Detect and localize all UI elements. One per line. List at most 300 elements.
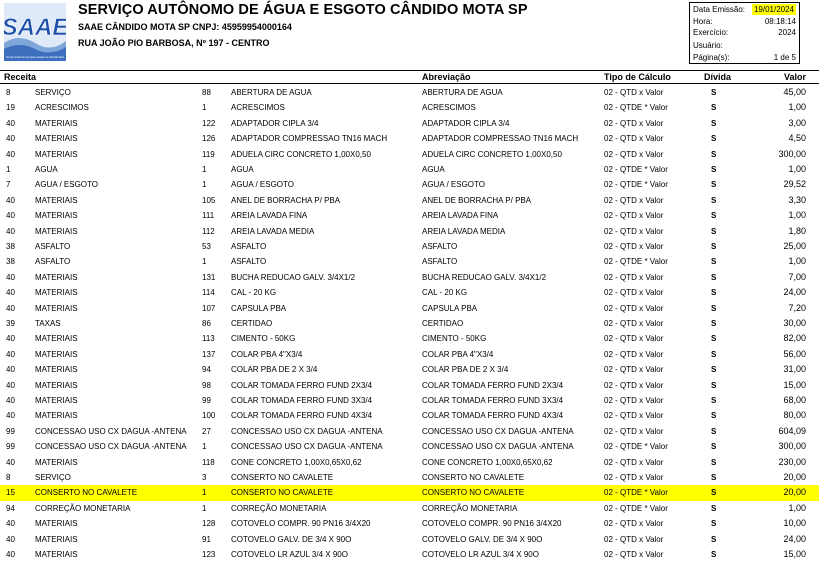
- cell-abr: CONE CONCRETO 1,00X0,65X0,62: [422, 457, 553, 467]
- cell-desc: COTOVELO GALV. DE 3/4 X 90O: [231, 534, 352, 544]
- info-year-row: [690, 27, 799, 38]
- cell-grp: AGUA: [35, 165, 58, 174]
- table-row[interactable]: [0, 316, 819, 331]
- report-info-box: [689, 2, 800, 64]
- cell-abr: AGUA / ESGOTO: [422, 180, 485, 190]
- cell-val: 15,00: [783, 379, 806, 390]
- cell-div: S: [711, 211, 717, 221]
- cell-abr: COLAR PBA DE 2 X 3/4: [422, 365, 509, 375]
- cell-val: 300,00: [778, 441, 806, 452]
- col-divida: Dívida: [704, 72, 732, 82]
- cell-abr: CAL - 20 KG: [422, 288, 468, 298]
- cell-tipo: 02 - QTD x Valor: [604, 319, 664, 328]
- cell-div: S: [711, 134, 717, 144]
- table-row[interactable]: [0, 131, 819, 146]
- cell-tipo: 02 - QTD x Valor: [604, 88, 664, 97]
- cell-grp: MATERIAIS: [35, 519, 78, 529]
- cell-tipo: 02 - QTD x Valor: [604, 396, 664, 405]
- cell-grp: MATERIAIS: [35, 288, 78, 298]
- cell-cod: 111: [202, 211, 215, 221]
- col-abreviacao: Abreviação: [422, 72, 471, 82]
- cell-val: 3,00: [788, 117, 806, 128]
- cell-abr: AREIA LAVADA FINA: [422, 211, 499, 221]
- cell-tipo: 02 - QTD x Valor: [604, 226, 664, 236]
- cell-cod: 100: [202, 411, 216, 421]
- cell-desc: ADUELA CIRC CONCRETO 1,00X0,50: [231, 149, 371, 159]
- table-row[interactable]: [0, 254, 819, 269]
- page-value: 1 de 5: [773, 53, 796, 62]
- cell-rec: 7: [6, 180, 11, 190]
- cell-div: S: [711, 242, 717, 251]
- cell-tipo: 02 - QTD x Valor: [604, 380, 664, 390]
- cell-rec: 38: [6, 242, 15, 251]
- cell-grp: MATERIAIS: [35, 349, 78, 359]
- cell-val: 31,00: [783, 364, 806, 375]
- cell-grp: SERVIÇO: [35, 473, 71, 482]
- cell-div: S: [711, 519, 717, 529]
- cell-cod: 131: [202, 272, 216, 282]
- cell-abr: CONCESSAO USO CX DAGUA -ANTENA: [422, 442, 574, 452]
- cell-div: S: [711, 426, 717, 436]
- cell-rec: 40: [6, 550, 15, 559]
- cell-rec: 39: [6, 319, 15, 328]
- cell-cod: 119: [202, 149, 215, 159]
- table-row[interactable]: [0, 208, 819, 223]
- cell-grp: MATERIAIS: [35, 457, 78, 467]
- table-row[interactable]: [0, 516, 819, 531]
- cell-desc: AREIA LAVADA FINA: [231, 211, 308, 221]
- table-row[interactable]: [0, 301, 819, 316]
- org-title: SERVIÇO AUTÔNOMO DE ÁGUA E ESGOTO CÂNDIDO MOTA SP: [78, 2, 528, 18]
- cell-grp: MATERIAIS: [35, 195, 78, 205]
- cell-val: 68,00: [783, 395, 806, 405]
- cell-tipo: 02 - QTD x Valor: [604, 550, 664, 559]
- org-cnpj: SAAE CÂNDIDO MOTA SP CNPJ: 45959954000164: [78, 22, 292, 32]
- user-label: Usuário:: [693, 41, 723, 50]
- table-row[interactable]: [0, 331, 819, 346]
- cell-grp: MATERIAIS: [35, 534, 78, 544]
- cell-desc: CORREÇÃO MONETARIA: [231, 503, 327, 513]
- cell-val: 15,00: [783, 549, 806, 559]
- cell-abr: COLAR PBA 4"X3/4: [422, 349, 494, 359]
- time-label: Hora:: [693, 16, 713, 26]
- cell-cod: 3: [202, 473, 207, 482]
- cell-div: S: [711, 396, 717, 405]
- cell-div: S: [711, 488, 717, 498]
- cell-div: S: [711, 195, 717, 205]
- cell-desc: CIMENTO - 50KG: [231, 334, 296, 344]
- cell-val: 1,00: [788, 210, 806, 221]
- cell-rec: 40: [6, 380, 15, 390]
- cell-desc: ACRESCIMOS: [231, 103, 285, 113]
- cell-grp: TAXAS: [35, 319, 61, 328]
- cell-cod: 1: [202, 165, 207, 174]
- cell-val: 1,80: [788, 225, 806, 236]
- cell-div: S: [711, 380, 717, 390]
- cell-rec: 40: [6, 195, 15, 205]
- cell-tipo: 02 - QTD x Valor: [604, 118, 664, 128]
- cell-desc: ABERTURA DE AGUA: [231, 88, 312, 97]
- cell-div: S: [711, 288, 717, 298]
- cell-cod: 1: [202, 503, 207, 513]
- cell-val: 1,00: [788, 502, 806, 513]
- cell-cod: 99: [202, 396, 211, 405]
- cell-cod: 1: [202, 488, 207, 498]
- cell-grp: MATERIAIS: [35, 365, 78, 375]
- cell-abr: ASFALTO: [422, 257, 458, 267]
- cell-val: 82,00: [783, 333, 806, 344]
- table-row[interactable]: [0, 393, 819, 408]
- cell-div: S: [711, 411, 717, 421]
- table-row[interactable]: [0, 239, 819, 254]
- cell-div: S: [711, 365, 717, 375]
- cell-val: 24,00: [783, 533, 806, 544]
- cell-tipo: 02 - QTD x Valor: [604, 149, 664, 159]
- cell-cod: 118: [202, 457, 215, 467]
- cell-cod: 137: [202, 349, 216, 359]
- cell-desc: CONCESSAO USO CX DAGUA -ANTENA: [231, 442, 383, 452]
- cell-desc: CAPSULA PBA: [231, 303, 287, 313]
- cell-tipo: 02 - QTD x Valor: [604, 242, 664, 251]
- cell-div: S: [711, 149, 717, 159]
- cell-desc: COTOVELO LR AZUL 3/4 X 90O: [231, 550, 348, 559]
- table-row[interactable]: [0, 455, 819, 470]
- cell-div: S: [711, 534, 717, 544]
- cell-grp: MATERIAIS: [35, 211, 78, 221]
- cell-desc: ASFALTO: [231, 242, 267, 251]
- cell-cod: 122: [202, 118, 216, 128]
- table-row[interactable]: [0, 378, 819, 393]
- emission-label: Data Emissão:: [693, 5, 746, 14]
- cell-desc: CAL - 20 KG: [231, 288, 277, 298]
- cell-tipo: 02 - QTDE * Valor: [604, 442, 668, 452]
- cell-val: 230,00: [778, 456, 806, 467]
- cell-rec: 99: [6, 442, 15, 452]
- cell-rec: 40: [6, 519, 15, 529]
- cell-grp: MATERIAIS: [35, 149, 78, 159]
- cell-val: 300,00: [778, 148, 806, 159]
- cell-div: S: [711, 226, 717, 236]
- cell-desc: AGUA / ESGOTO: [231, 180, 294, 190]
- cell-abr: ADUELA CIRC CONCRETO 1,00X0,50: [422, 149, 562, 159]
- cell-tipo: 02 - QTD x Valor: [604, 272, 664, 282]
- cell-grp: CONCESSAO USO CX DAGUA -ANTENA: [35, 426, 187, 436]
- cell-abr: CIMENTO - 50KG: [422, 334, 487, 344]
- cell-tipo: 02 - QTD x Valor: [604, 426, 664, 436]
- cell-div: S: [711, 349, 717, 359]
- logo-caption: Serviço Autônomo de Água e Esgoto de Cândido Mota: [6, 56, 64, 59]
- cell-desc: CONE CONCRETO 1,00X0,65X0,62: [231, 457, 362, 467]
- cell-div: S: [711, 334, 717, 344]
- cell-val: 1,00: [788, 256, 806, 267]
- cell-desc: COLAR PBA 4"X3/4: [231, 349, 303, 359]
- cell-abr: CAPSULA PBA: [422, 303, 478, 313]
- cell-abr: ADAPTADOR COMPRESSAO TN16 MACH: [422, 134, 579, 144]
- cell-div: S: [711, 165, 717, 174]
- cell-cod: 113: [202, 334, 215, 344]
- cell-tipo: 02 - QTDE * Valor: [604, 165, 668, 174]
- logo-text: SAAE: [4, 14, 66, 41]
- cell-div: S: [711, 180, 717, 190]
- cell-grp: MATERIAIS: [35, 134, 78, 144]
- cell-rec: 40: [6, 396, 15, 405]
- cell-desc: CONSERTO NO CAVALETE: [231, 473, 334, 482]
- cell-abr: CERTIDAO: [422, 319, 464, 328]
- table-row[interactable]: [0, 347, 819, 362]
- cell-grp: ASFALTO: [35, 242, 71, 251]
- cell-div: S: [711, 88, 717, 97]
- cell-rec: 8: [6, 88, 11, 97]
- cell-desc: COLAR TOMADA FERRO FUND 4X3/4: [231, 411, 373, 421]
- cell-val: 1,00: [788, 164, 806, 174]
- table-row[interactable]: [0, 177, 819, 192]
- cell-cod: 94: [202, 365, 211, 375]
- info-page-row: [690, 52, 799, 63]
- cell-rec: 40: [6, 457, 15, 467]
- cell-cod: 105: [202, 195, 216, 205]
- cell-desc: COLAR TOMADA FERRO FUND 2X3/4: [231, 380, 373, 390]
- cell-desc: AREIA LAVADA MEDIA: [231, 226, 315, 236]
- table-row[interactable]: [0, 193, 819, 208]
- cell-abr: CORREÇÃO MONETARIA: [422, 503, 518, 513]
- cell-div: S: [711, 442, 717, 452]
- cell-tipo: 02 - QTD x Valor: [604, 473, 664, 482]
- org-address: RUA JOÃO PIO BARBOSA, Nº 197 - CENTRO: [78, 38, 270, 48]
- cell-cod: 128: [202, 519, 216, 529]
- table-row[interactable]: [0, 100, 819, 115]
- page-label: Página(s):: [693, 53, 730, 62]
- table-row[interactable]: [0, 224, 819, 239]
- cell-grp: CORREÇÃO MONETARIA: [35, 503, 131, 513]
- cell-tipo: 02 - QTDE * Valor: [604, 503, 668, 513]
- cell-rec: 94: [6, 503, 15, 513]
- table-row[interactable]: [0, 408, 819, 423]
- cell-desc: AGUA: [231, 165, 254, 174]
- cell-tipo: 02 - QTDE * Valor: [604, 103, 668, 113]
- cell-rec: 40: [6, 534, 15, 544]
- table-row[interactable]: [0, 116, 819, 131]
- cell-abr: ANEL DE BORRACHA P/ PBA: [422, 195, 532, 205]
- cell-tipo: 02 - QTD x Valor: [604, 334, 664, 344]
- cell-grp: MATERIAIS: [35, 272, 78, 282]
- cell-rec: 40: [6, 134, 15, 144]
- cell-rec: 40: [6, 211, 15, 221]
- cell-cod: 53: [202, 242, 211, 251]
- cell-cod: 1: [202, 180, 207, 190]
- cell-grp: MATERIAIS: [35, 411, 78, 421]
- cell-rec: 40: [6, 365, 15, 375]
- cell-grp: ASFALTO: [35, 257, 71, 267]
- cell-rec: 99: [6, 426, 15, 436]
- table-row[interactable]: [0, 362, 819, 377]
- cell-cod: 27: [202, 426, 211, 436]
- cell-tipo: 02 - QTD x Valor: [604, 134, 664, 144]
- cell-div: S: [711, 473, 717, 482]
- saae-logo: [4, 3, 66, 61]
- cell-grp: CONSERTO NO CAVALETE: [35, 488, 138, 498]
- cell-val: 56,00: [783, 348, 806, 359]
- cell-desc: COTOVELO COMPR. 90 PN16 3/4X20: [231, 519, 371, 529]
- cell-desc: BUCHA REDUCAO GALV. 3/4X1/2: [231, 272, 356, 282]
- cell-desc: ASFALTO: [231, 257, 267, 267]
- cell-tipo: 02 - QTD x Valor: [604, 519, 664, 529]
- table-row[interactable]: [0, 162, 819, 177]
- cell-val: 20,00: [783, 472, 806, 482]
- cell-val: 604,09: [778, 425, 806, 436]
- cell-grp: MATERIAIS: [35, 334, 78, 344]
- cell-tipo: 02 - QTD x Valor: [604, 303, 664, 313]
- cell-cod: 1: [202, 257, 207, 267]
- cell-grp: MATERIAIS: [35, 380, 78, 390]
- cell-div: S: [711, 319, 717, 328]
- cell-grp: SERVIÇO: [35, 88, 71, 97]
- cell-cod: 112: [202, 226, 215, 236]
- info-emission-row: [690, 4, 799, 15]
- cell-grp: AGUA / ESGOTO: [35, 180, 98, 190]
- cell-cod: 1: [202, 442, 207, 452]
- cell-tipo: 02 - QTD x Valor: [604, 534, 664, 544]
- cell-cod: 107: [202, 303, 216, 313]
- cell-abr: CONCESSAO USO CX DAGUA -ANTENA: [422, 426, 574, 436]
- info-user-row: [690, 40, 799, 51]
- cell-val: 24,00: [783, 287, 806, 298]
- cell-abr: BUCHA REDUCAO GALV. 3/4X1/2: [422, 272, 547, 282]
- cell-abr: ABERTURA DE AGUA: [422, 88, 503, 97]
- col-tipo: Tipo de Cálculo: [604, 72, 671, 82]
- table-row[interactable]: [0, 85, 819, 100]
- cell-val: 3,30: [788, 194, 806, 205]
- cell-tipo: 02 - QTD x Valor: [604, 211, 664, 221]
- table-row[interactable]: [0, 147, 819, 162]
- cell-rec: 40: [6, 226, 15, 236]
- cell-desc: CONSERTO NO CAVALETE: [231, 488, 334, 498]
- cell-desc: ANEL DE BORRACHA P/ PBA: [231, 195, 341, 205]
- table-row[interactable]: [0, 285, 819, 300]
- cell-abr: AGUA: [422, 165, 445, 174]
- table-row[interactable]: [0, 439, 819, 454]
- cell-div: S: [711, 550, 717, 559]
- cell-abr: ASFALTO: [422, 242, 458, 251]
- cell-rec: 40: [6, 149, 15, 159]
- cell-div: S: [711, 118, 717, 128]
- cell-desc: COLAR PBA DE 2 X 3/4: [231, 365, 318, 375]
- cell-tipo: 02 - QTDE * Valor: [604, 180, 668, 190]
- table-row-selected[interactable]: [0, 485, 819, 500]
- col-valor: Valor: [783, 72, 806, 82]
- cell-val: 7,00: [788, 271, 806, 282]
- cell-grp: MATERIAIS: [35, 396, 78, 405]
- cell-rec: 40: [6, 288, 15, 298]
- cell-abr: COLAR TOMADA FERRO FUND 4X3/4: [422, 411, 564, 421]
- cell-cod: 126: [202, 134, 216, 144]
- cell-cod: 98: [202, 380, 211, 390]
- table-row[interactable]: [0, 270, 819, 285]
- cell-abr: ACRESCIMOS: [422, 103, 476, 113]
- emission-date: 19/01/2024: [753, 5, 794, 14]
- cell-grp: MATERIAIS: [35, 226, 78, 236]
- table-row[interactable]: [0, 547, 819, 562]
- cell-abr: ADAPTADOR CIPLA 3/4: [422, 118, 510, 128]
- cell-cod: 88: [202, 88, 211, 97]
- cell-abr: COTOVELO COMPR. 90 PN16 3/4X20: [422, 519, 562, 529]
- cell-div: S: [711, 303, 717, 313]
- cell-rec: 40: [6, 118, 15, 128]
- cell-val: 80,00: [783, 410, 806, 421]
- cell-div: S: [711, 457, 717, 467]
- cell-grp: MATERIAIS: [35, 550, 78, 559]
- table-row[interactable]: [0, 532, 819, 547]
- table-row[interactable]: [0, 424, 819, 439]
- cell-abr: COTOVELO LR AZUL 3/4 X 90O: [422, 550, 539, 559]
- cell-desc: COLAR TOMADA FERRO FUND 3X3/4: [231, 396, 373, 405]
- cell-desc: CONCESSAO USO CX DAGUA -ANTENA: [231, 426, 383, 436]
- cell-tipo: 02 - QTD x Valor: [604, 288, 664, 298]
- table-row[interactable]: [0, 470, 819, 485]
- cell-rec: 15: [6, 488, 15, 498]
- cell-abr: CONSERTO NO CAVALETE: [422, 473, 525, 482]
- cell-val: 25,00: [783, 241, 806, 251]
- cell-cod: 114: [202, 288, 215, 298]
- cell-grp: CONCESSAO USO CX DAGUA -ANTENA: [35, 442, 187, 452]
- cell-tipo: 02 - QTD x Valor: [604, 195, 664, 205]
- cell-val: 7,20: [788, 302, 806, 313]
- cell-div: S: [711, 503, 717, 513]
- cell-desc: CERTIDAO: [231, 319, 273, 328]
- cell-abr: COLAR TOMADA FERRO FUND 2X3/4: [422, 380, 564, 390]
- cell-abr: COLAR TOMADA FERRO FUND 3X3/4: [422, 396, 564, 405]
- cell-val: 30,00: [783, 318, 806, 328]
- year-label: Exercício:: [693, 28, 729, 37]
- cell-tipo: 02 - QTD x Valor: [604, 411, 664, 421]
- cell-grp: MATERIAIS: [35, 303, 78, 313]
- cell-cod: 91: [202, 534, 211, 544]
- cell-tipo: 02 - QTD x Valor: [604, 349, 664, 359]
- cell-rec: 40: [6, 411, 15, 421]
- cell-div: S: [711, 257, 717, 267]
- time-value: 08:18:14: [764, 16, 796, 26]
- year-value: 2024: [778, 28, 796, 37]
- cell-desc: ADAPTADOR CIPLA 3/4: [231, 118, 319, 128]
- cell-tipo: 02 - QTDE * Valor: [604, 257, 668, 267]
- cell-val: 45,00: [783, 87, 806, 97]
- cell-grp: ACRESCIMOS: [35, 103, 89, 113]
- cell-rec: 38: [6, 257, 15, 267]
- cell-div: S: [711, 272, 717, 282]
- table-row[interactable]: [0, 501, 819, 516]
- cell-rec: 1: [6, 165, 11, 174]
- cell-rec: 40: [6, 303, 15, 313]
- cell-val: 29,52: [783, 179, 806, 190]
- cell-cod: 123: [202, 550, 216, 559]
- cell-val: 20,00: [783, 487, 806, 498]
- col-receita: Receita: [4, 72, 37, 82]
- cell-tipo: 02 - QTDE * Valor: [604, 488, 668, 498]
- cell-div: S: [711, 103, 717, 113]
- cell-rec: 40: [6, 349, 15, 359]
- table-header: [0, 70, 819, 84]
- cell-abr: CONSERTO NO CAVALETE: [422, 488, 525, 498]
- cell-cod: 1: [202, 103, 207, 113]
- cell-desc: ADAPTADOR COMPRESSAO TN16 MACH: [231, 134, 388, 144]
- cell-abr: COTOVELO GALV. DE 3/4 X 90O: [422, 534, 543, 544]
- cell-abr: AREIA LAVADA MEDIA: [422, 226, 506, 236]
- cell-rec: 8: [6, 473, 11, 482]
- cell-tipo: 02 - QTD x Valor: [604, 457, 664, 467]
- cell-cod: 86: [202, 319, 211, 328]
- cell-rec: 40: [6, 334, 15, 344]
- cell-val: 1,00: [788, 102, 806, 113]
- cell-val: 10,00: [783, 518, 806, 529]
